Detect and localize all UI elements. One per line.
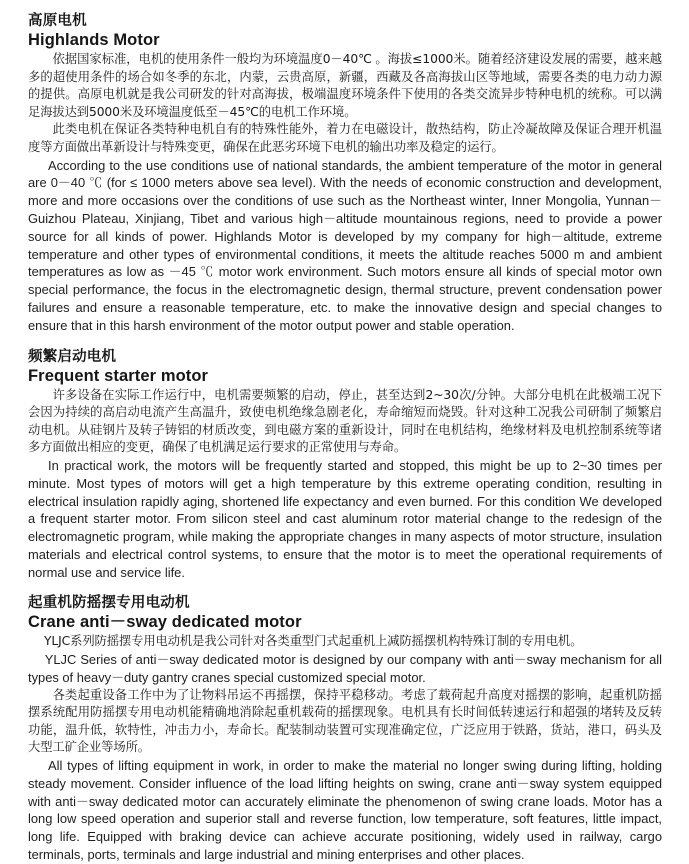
section-highlands-motor — [28, 12, 662, 335]
paragraph-cn-highlands-2: 此类电机在保证各类特种电机自有的特殊性能外，着力在电磁设计，散热结构，防止冷凝故障及保证合理开机温度等方面做出革新设计与特殊变更，确保在此恶劣环境下电机的输出功率及稳定的运行。 — [28, 122, 662, 154]
section-crane-anti-sway-motor — [28, 594, 662, 863]
paragraph-en-crane-1: YLJC Series of anti－sway dedicated motor is designed by our company with anti－sway mechanism for all types of heavy－duty gantry cranes special customized special motor. — [28, 652, 662, 685]
section-heading-en-frequent: Frequent starter motor — [28, 366, 209, 385]
section-heading-cn-frequent: 频繁启动电机 — [28, 348, 117, 365]
paragraph-cn-highlands-1: 依据国家标准，电机的使用条件一般均为环境温度0－40℃ 。海拔≤1000米。随着经济建设发展的需要，越来越多的超使用条件的场合如冬季的东北，内蒙，云贵高原，新疆，西藏及各高海拔山区等地域，需要各类的电力动力源的提供。高原电机就是我公司研发的针对高海拔，极端温度环境条件下使用的各类交流异步特种电机的统称。可以满足海拔达到5000米及环境温度低至－45℃的电机工作环境。 — [28, 52, 662, 119]
paragraph-cn-frequent-1: 许多设备在实际工作运行中，电机需要频繁的启动，停止，甚至达到2~30次/分钟。大部分电机在此极端工况下会因为持续的高启动电流产生高温升，致使电机绝缘急剧老化，寿命缩短而烧毁。针对这种工况我公司研制了频繁启动电机。从硅钢片及转子铸铝的材质改变，到电磁方案的重新设计，同时在电机结构，绝缘材料及电机控制系统等诸多方面做出相应的变更，确保了电机满足运行要求的正常使用与寿命。 — [28, 387, 662, 455]
section-heading-en-highlands: Highlands Motor — [28, 31, 160, 49]
section-frequent-starter-motor — [28, 348, 662, 582]
paragraph-en-frequent-1: In practical work, the motors will be frequently started and stopped, this might be up to 2~30 times per minute. Most types of motors will get a high temperature by this extreme operating condition, resulting in electrical insulation rapidly aging, shortened life expectancy and even burned. For this condition We developed a frequent starter motor. From silicon steel and cast aluminum rotor material change to the redesign of the electromagnetic program, while making the appropriate changes in many aspects of motor structure, insulation materials and electrical control systems, to ensure that the motor is to meet the operational requirements of normal use and service life. — [28, 457, 662, 580]
section-heading-cn-highlands: 高原电机 — [28, 13, 87, 29]
paragraph-cn-crane-1: YLJC系列防摇摆专用电动机是我公司针对各类重型门式起重机上减防摇摆机构特殊订制的专用电机。 — [43, 634, 583, 649]
paragraph-en-highlands-1: According to the use conditions use of national standards, the ambient temperature of the motor in general are 0－40 ℃ (for ≤ 1000 meters above sea level). With the needs of economic construction and development, more and more occasions over the conditions of use such as the Northeast winter, Inner Mongolia, Yunnan－Guizhou Plateau, Xinjiang, Tibet and various high－altitude mountainous regions, need to provide a power source for all kinds of power. Highlands Motor is developed by my company for high－altitude, extreme temperature and other types of environmental conditions, it meets the altitude reaches 5000 m and ambient temperatures as low as －45 ℃ motor work environment. Such motors ensure all kinds of special motor own special performance, the focus in the electromagnetic design, thermal structure, prevent condensation power failures and ensure a reasonable temperature, etc. to make the innovative design and special changes to ensure that in this harsh environment of the motor output power and stable operation. — [28, 157, 662, 333]
section-heading-en-crane: Crane anti－sway dedicated motor — [28, 613, 302, 632]
section-heading-cn-crane: 起重机防摇摆专用电动机 — [28, 595, 190, 612]
paragraph-en-crane-2: All types of lifting equipment in work, in order to make the material no longer swing during lifting, holding steady movement. Consider influence of the load lifting heights on swing, crane anti－sway system equipped with anti－sway dedicated motor can accurately eliminate the phenomenon of swing crane loads. Motor has a long low speed operation and superior stall and reverse function, low temperature, soft features, little impact, long life. Equipped with braking device can achieve accurate positioning, widely used in railway, cargo terminals, ports, terminals and large industrial and mining enterprises and other places. — [28, 758, 662, 863]
paragraph-cn-crane-2: 各类起重设备工作中为了让物料吊运不再摇摆，保持平稳移动。考虑了载荷起升高度对摇摆的影响，起重机防摇摆系统配用防摇摆专用电动机能精确地消除起重机载荷的摇摆现象。电机具有长时间低转速运行和超强的堵转及反转功能，温升低，软特性，冲击力小，寿命长。配装制动装置可实现准确定位，广泛应用于铁路，货站，港口，码头及大型工矿企业等场所。 — [28, 687, 662, 755]
